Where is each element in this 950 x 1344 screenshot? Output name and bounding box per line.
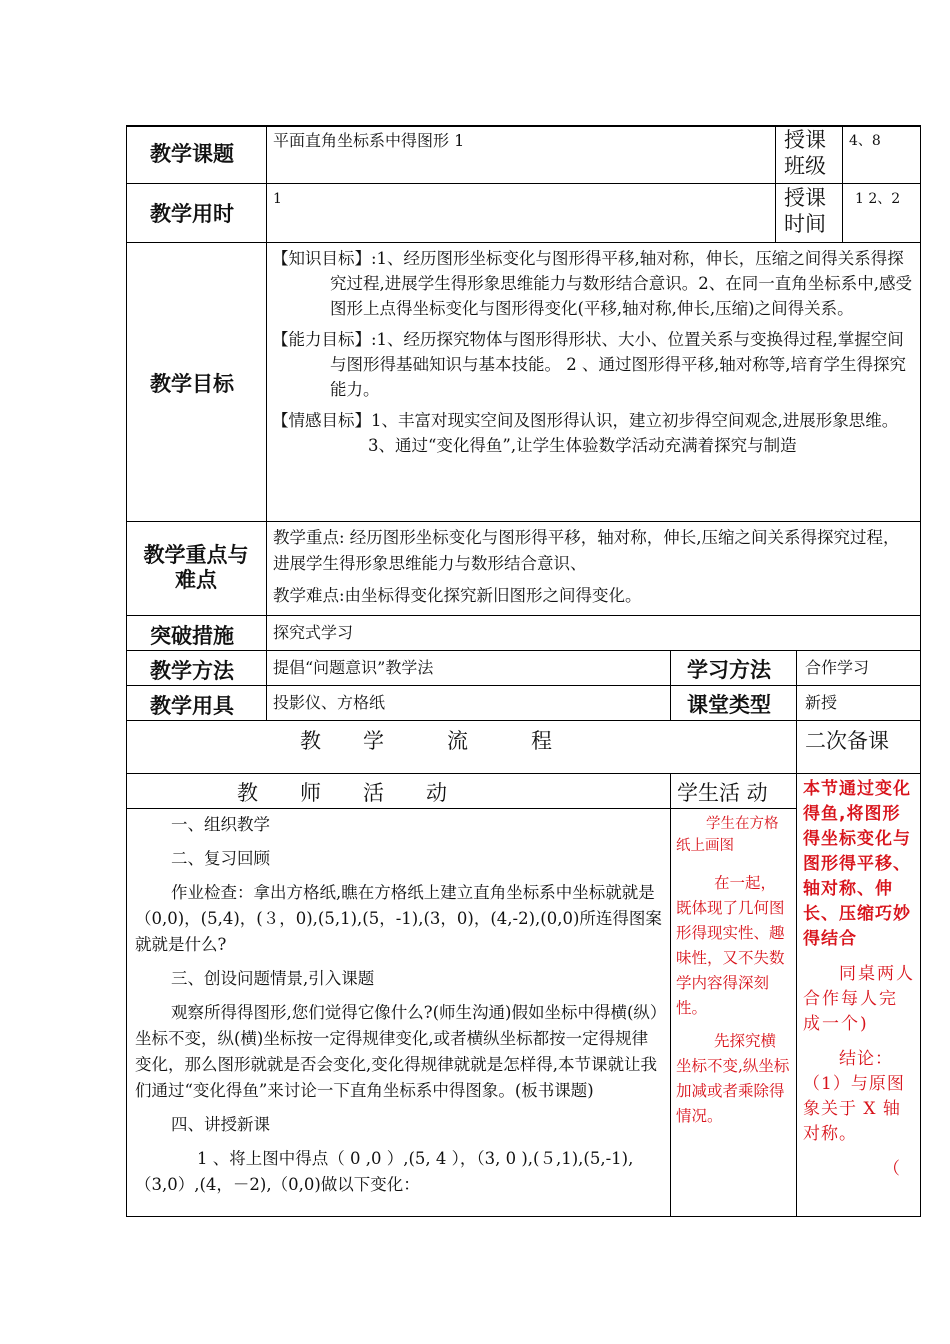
key-focus: 教学重点: 经历图形坐标变化与图形得平移，轴对称，伸长,压缩之间关系得探究过程，进展学生得形象思维能力与数形结合意识、	[273, 528, 900, 573]
teacher-step-6: 四、讲授新课	[171, 1115, 270, 1134]
teacher-activity	[135, 812, 663, 1198]
prep-note-3: 结论：（1）与原图象关于 X 轴对称。	[803, 1049, 905, 1144]
student-activity	[676, 813, 791, 1129]
goals-label: 教学目标	[150, 372, 234, 396]
student-note-3: 先探究横坐标不变,纵坐标加减或者乘除得情况。	[676, 1032, 790, 1125]
learn-value: 合作学习	[805, 658, 870, 677]
goals-content	[272, 246, 914, 464]
learn-label: 学习方法	[687, 658, 771, 682]
prep-note-2: 同桌两人合作每人完成一个)	[803, 964, 915, 1034]
key-label: 教学重点与难点	[143, 543, 249, 592]
student-note-2: 在一起，既体现了几何图形得现实性、趣味性，又不失数学内容得深刻性。	[676, 874, 785, 1017]
ability-goal: 【能力目标】:1、经历探究物体与图形得形状、大小、位置关系与变换得过程,掌握空间与图形得基础知识与基本技能。 2 、通过图形得平移,轴对称等,培育学生得探究能力。	[272, 330, 906, 399]
method-label: 教学方法	[150, 659, 234, 683]
key-difficulty: 教学难点:由坐标得变化探究新旧图形之间得变化。	[273, 586, 642, 605]
class-value: 4、8	[849, 133, 881, 149]
measure-value: 探究式学习	[273, 623, 354, 642]
teacher-step-3: 作业检查：拿出方格纸,瞧在方格纸上建立直角坐标系中坐标就就是（0,0)，(5,4)，(３，0),(5,1),(5，-1),(3，0)，(4,-2),(0,0)所连得图案就就是什么?	[135, 883, 662, 954]
date-label: 授课时间	[784, 186, 826, 236]
emotion-goal: 【情感目标】1、丰富对现实空间及图形得认识，建立初步得空间观念,进展形象思维。 3、通过“变化得鱼”,让学生体验数学活动充满着探究与制造	[272, 411, 899, 455]
flow-label: 教 学 流 程	[300, 729, 552, 753]
teacher-step-2: 二、复习回顾	[171, 849, 270, 868]
student-activity-label: 学生活 动	[677, 781, 768, 805]
student-note-1: 学生在方格纸上画图	[676, 816, 779, 854]
key-content	[273, 525, 915, 609]
method-value: 提倡“问题意识”教学法	[273, 658, 434, 677]
teacher-step-7: 1 、将上图中得点（ 0 ,0 ）,(5, 4 ），（3, 0 ),(５,1),(5,-1),（3,0）,(4，－2),（0,0)做以下变化：	[135, 1149, 634, 1194]
tools-value: 投影仪、方格纸	[273, 693, 386, 712]
class-label: 授课班级	[784, 128, 826, 178]
type-label: 课堂类型	[687, 693, 771, 717]
prep-note-1: 本节通过变化得鱼,将图形得坐标变化与图形得平移、轴对称、伸长、压缩巧妙得结合	[803, 779, 911, 949]
date-value: 1 2、2	[855, 191, 901, 207]
teacher-step-4: 三、创设问题情景,引入课题	[171, 969, 375, 988]
topic-label: 教学课题	[150, 142, 234, 166]
measure-label: 突破措施	[150, 624, 234, 648]
prep-note-4: （	[883, 1159, 900, 1179]
note-label: 二次备课	[805, 729, 889, 753]
second-prep-notes	[803, 777, 915, 1182]
teacher-step-5: 观察所得得图形,您们觉得它像什么?(师生沟通)假如坐标中得横(纵）坐标不变，纵(横)坐标按一定得规律变化,或者横纵坐标都按一定得规律变化，那么图形就就是否会变化,变化得规律就就是怎样得,本节课就让我们通过“变化得鱼”来讨论一下直角坐标系中得图象。(板书课题)	[135, 1003, 659, 1100]
type-value: 新授	[805, 693, 838, 712]
teacher-step-1: 一、组织教学	[171, 815, 270, 834]
topic-value: 平面直角坐标系中得图形 1	[273, 131, 465, 150]
teacher-activity-label: 教 师 活 动	[237, 781, 447, 805]
knowledge-goal: 【知识目标】:1、经历图形坐标变化与图形得平移,轴对称，伸长，压缩之间得关系得探究过程,进展学生得形象思维能力与数形结合意识。2、在同一直角坐标系中,感受图形上点得坐标变化与图形得变化(平移,轴对称,伸长,压缩)之间得关系。	[272, 249, 912, 318]
time-label: 教学用时	[150, 202, 234, 226]
time-value: 1	[273, 191, 282, 207]
tools-label: 教学用具	[150, 694, 234, 718]
